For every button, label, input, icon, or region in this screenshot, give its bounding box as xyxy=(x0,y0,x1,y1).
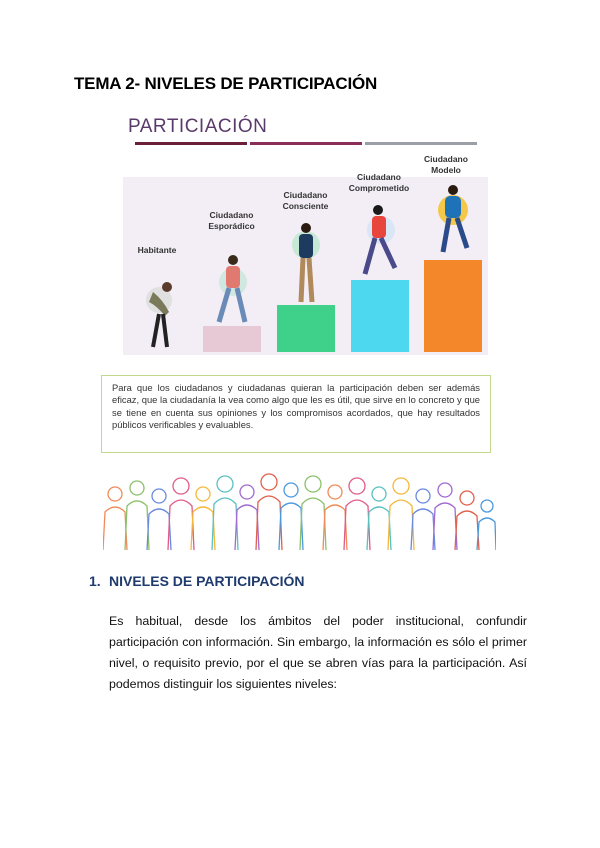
body-paragraph: Es habitual, desde los ámbitos del poder institucional, confundir participación con información. Sin embargo, la información es sólo el primer nivel, o requisito previo, por el que se abren vías para la participación. Así podemos distinguir los siguientes niveles: xyxy=(109,614,527,691)
crowd-illustration xyxy=(103,472,496,550)
level-label-comprometido: Ciudadano Comprometido xyxy=(348,172,410,193)
people-illustrations xyxy=(123,102,488,355)
level-label-modelo: Ciudadano Modelo xyxy=(424,154,468,175)
level-label-consciente: Ciudadano Consciente xyxy=(282,190,329,211)
section-heading xyxy=(89,573,305,589)
person-habitante-icon xyxy=(146,282,172,347)
infographic-heading: PARTICIACIÓN xyxy=(128,116,268,137)
section-number: 1. xyxy=(89,573,101,589)
person-modelo-icon xyxy=(438,185,468,252)
person-esporadico-icon xyxy=(219,255,247,322)
level-label-habitante: Habitante xyxy=(137,245,177,255)
quote-text: Para que los ciudadanos y ciudadanas quieran la participación deben ser además eficaz, que la ciudadanía la vea como algo que les es útil, que sirve en lo concreto y que se tiene en cuenta sus opiniones y los compromisos acordados, que hay resultados públicos verificables y evaluables. xyxy=(112,382,480,430)
person-consciente-icon xyxy=(292,223,320,302)
person-comprometido-icon xyxy=(365,205,395,274)
participation-infographic xyxy=(123,102,488,355)
page-title: TEMA 2- NIVELES DE PARTICIPACIÓN xyxy=(74,74,378,93)
section-heading-text: NIVELES DE PARTICIPACIÓN xyxy=(109,573,305,589)
quote-box xyxy=(101,375,491,453)
level-label-esporadico: Ciudadano Esporádico xyxy=(208,210,255,231)
